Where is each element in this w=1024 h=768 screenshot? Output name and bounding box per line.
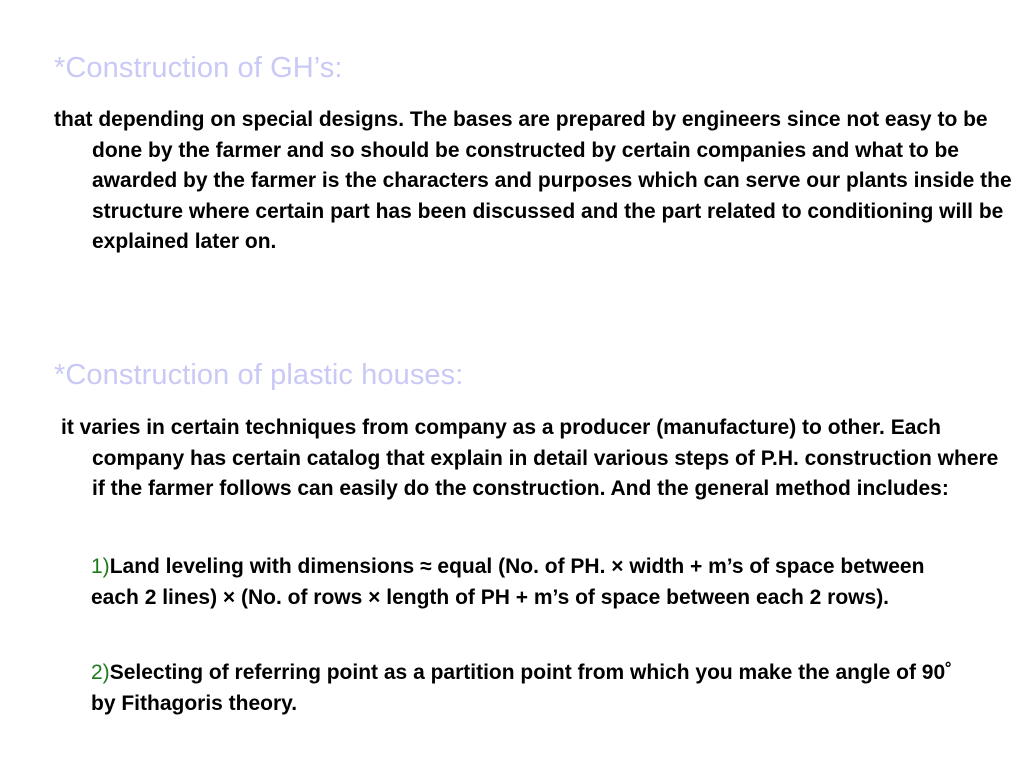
list-item-text: Selecting of referring point as a partition point from which you make the angle of 90˚ by Fithagoris theory. — [91, 661, 953, 715]
list-item-text: Land leveling with dimensions ≈ equal (No. of PH. × width + m’s of space between each 2 lines) × (No. of rows × length of PH + m’s of space between each 2 rows). — [91, 555, 925, 609]
list-item-number: 2) — [91, 661, 110, 684]
section-body-plastic-houses: it varies in certain techniques from company as a producer (manufacture) to other. Each company has certain catalog that explain in detail various steps of P.H. construction where if the farmer follows can easily do the construction. And the general method includes: — [61, 416, 999, 501]
section-body-gh-construction: that depending on special designs. The bases are prepared by engineers since not easy to be done by the farmer and so should be constructed by certain companies and what to be awarded by the farmer is the characters and purposes which can serve our plants inside the structure where certain part has been discussed and the part related to conditioning will be explained later on. — [54, 108, 1012, 254]
section-heading-plastic-houses: *Construction of plastic houses: — [54, 359, 464, 391]
list-item-number: 1) — [91, 555, 110, 578]
section-heading-gh-construction: *Construction of GH’s: — [54, 52, 343, 84]
list-item — [91, 551, 971, 613]
list-item — [91, 657, 971, 719]
